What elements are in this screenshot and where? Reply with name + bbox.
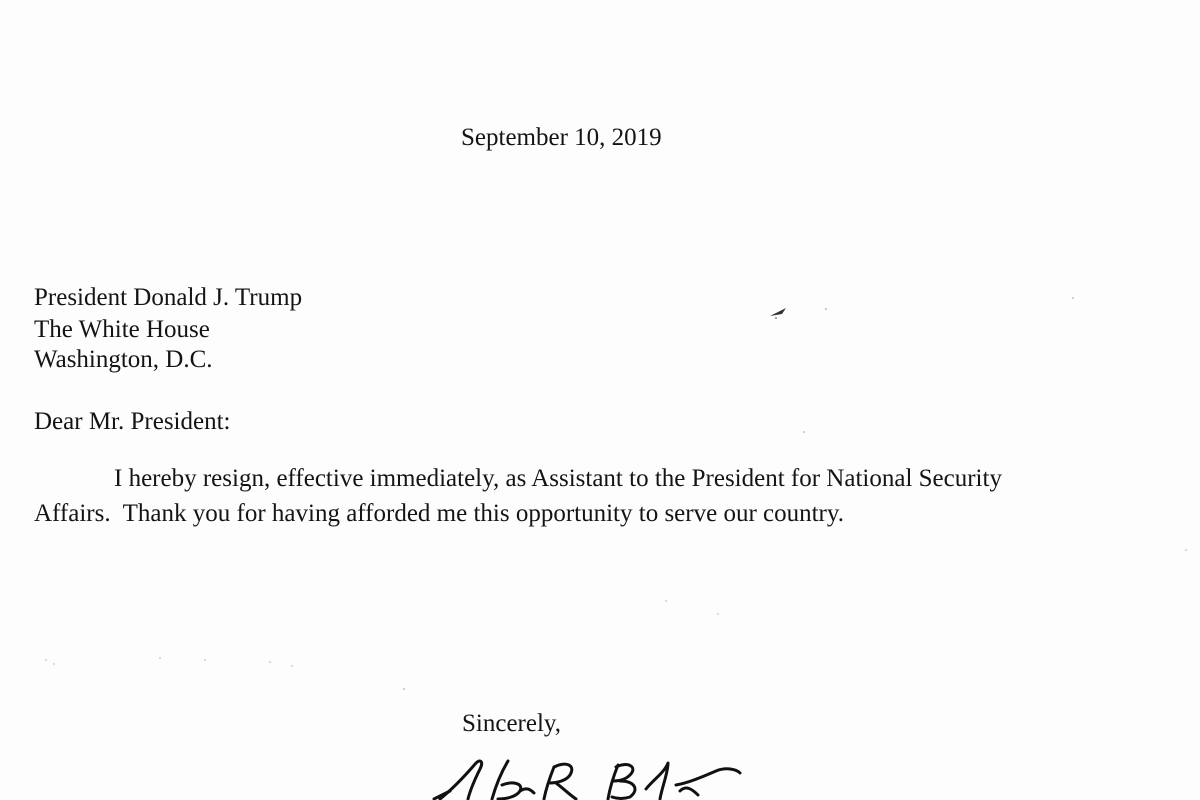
recipient-name: President Donald J. Trump <box>34 284 303 311</box>
recipient-organization: The White House <box>34 316 210 343</box>
recipient-city: Washington, D.C. <box>34 346 213 373</box>
closing: Sincerely, <box>462 710 562 737</box>
body-paragraph-line-1: I hereby resign, effective immediately, as Assistant to the President for National Security <box>114 465 1002 492</box>
salutation: Dear Mr. President: <box>34 408 231 435</box>
body-paragraph-line-2: Affairs. Thank you for having afforded me this opportunity to serve our country. <box>34 500 845 527</box>
ink-mark <box>770 308 786 316</box>
letter-date: September 10, 2019 <box>461 124 662 151</box>
handwritten-signature <box>430 755 760 800</box>
